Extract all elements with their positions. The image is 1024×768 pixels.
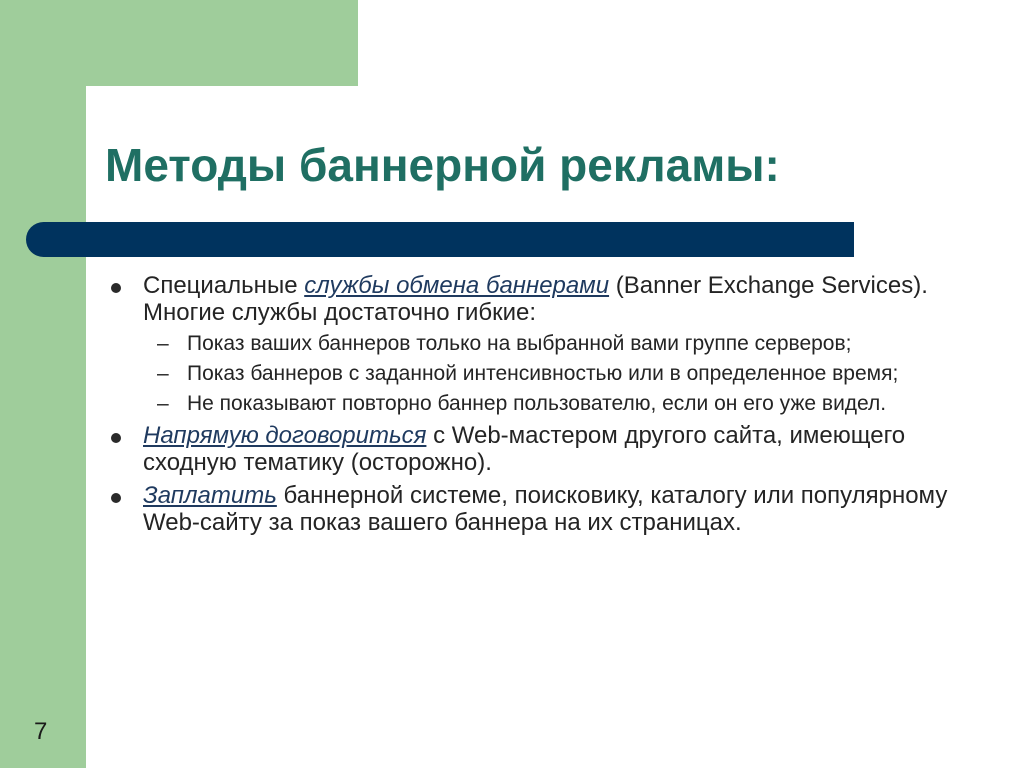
top-green-band xyxy=(0,0,358,86)
dash-icon: – xyxy=(157,392,169,415)
bullet-dot-icon xyxy=(111,283,121,293)
bullet-dot-icon xyxy=(111,433,121,443)
bullet-text-after: (Banner Exchange Services). Многие службы достаточно гибкие: xyxy=(143,272,928,326)
subitem-no-repeat xyxy=(105,392,965,416)
subitem-selected-servers xyxy=(105,332,965,356)
subitem-intensity xyxy=(105,362,965,386)
content-corner xyxy=(86,86,146,146)
bullet-text-after: баннерной системе, поисковику, каталогу или популярному Web-сайту за показ вашего баннера на их страницах. xyxy=(143,482,948,536)
dash-icon: – xyxy=(157,362,169,385)
link-direct-agreement[interactable]: Напрямую договориться xyxy=(143,422,427,449)
bullet-pay xyxy=(105,482,965,536)
bullet-exchange-services xyxy=(105,272,965,326)
page-number: 7 xyxy=(34,718,48,745)
dash-icon: – xyxy=(157,332,169,355)
bullet-text-before: Специальные xyxy=(143,272,305,299)
slide-content xyxy=(105,272,965,542)
bullet-text-after: с Web-мастером другого сайта, имеющего сходную тематику (осторожно). xyxy=(143,422,906,476)
subitem-text: Не показывают повторно баннер пользователю, если он его уже видел. xyxy=(187,392,887,415)
link-exchange-services[interactable]: службы обмена баннерами xyxy=(304,272,610,299)
slide-title: Методы баннерной рекламы: xyxy=(105,139,780,191)
subitem-text: Показ баннеров с заданной интенсивностью или в определенное время; xyxy=(187,362,899,385)
subitem-text: Показ ваших баннеров только на выбранной вами группе серверов; xyxy=(187,332,852,355)
title-underline-bar xyxy=(26,222,854,257)
left-green-band xyxy=(0,0,86,768)
bullet-dot-icon xyxy=(111,493,121,503)
link-pay[interactable]: Заплатить xyxy=(143,482,277,509)
bullet-direct-agreement xyxy=(105,422,965,476)
